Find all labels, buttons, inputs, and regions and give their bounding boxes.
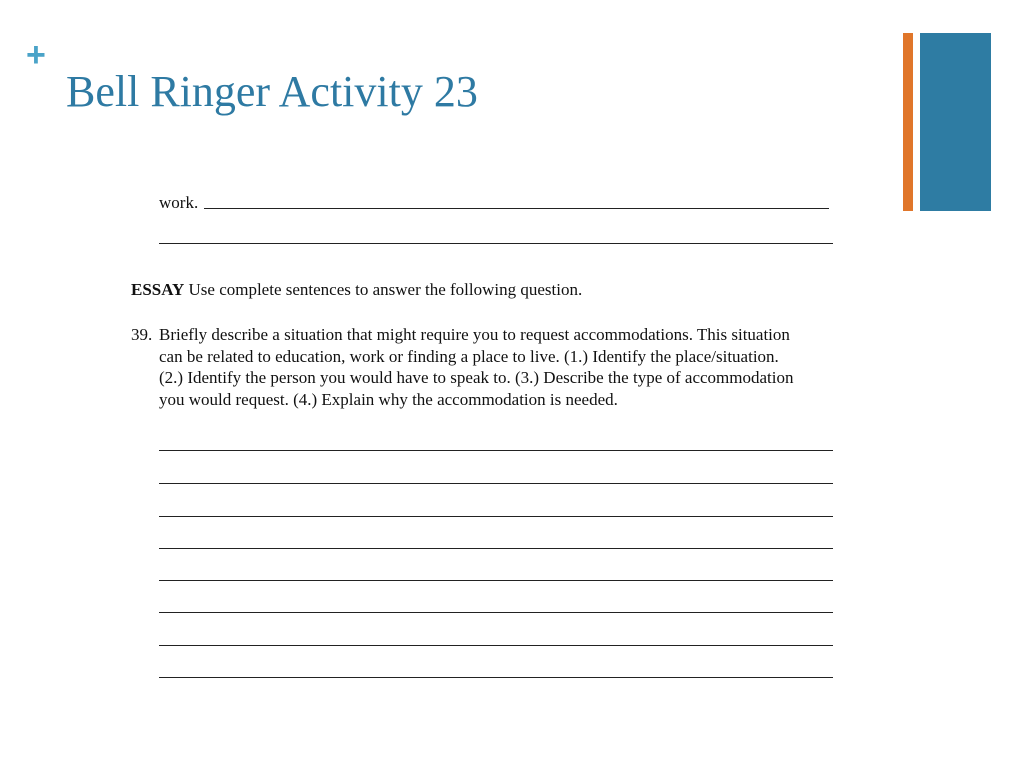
answer-rule [159,645,833,646]
question-line: can be related to education, work or finding a place to live. (1.) Identify the place/situation. [159,346,779,366]
answer-rule [159,548,833,549]
question-line: (2.) Identify the person you would have to speak to. (3.) Describe the type of accommodation [159,368,794,387]
answer-rule [159,243,833,244]
essay-instructions [131,280,582,300]
essay-heading: ESSAY [131,280,185,299]
question-line: Briefly describe a situation that might require you to request accommodations. This situation [159,325,790,344]
answer-rule [159,483,833,484]
answer-rule [204,208,829,209]
answer-rule [159,580,833,581]
work-label: work. [159,193,199,212]
question-number: 39. [131,325,153,344]
answer-rule [159,612,833,613]
question-text [159,324,839,410]
plus-icon: + [26,36,46,74]
slide-title: Bell Ringer Activity 23 [66,67,478,116]
answer-rule [159,450,833,451]
answer-rule [159,677,833,678]
essay-instruction-text: Use complete sentences to answer the following question. [188,280,583,299]
answer-rule [159,516,833,517]
question-line: you would request. (4.) Explain why the accommodation is needed. [159,389,618,409]
work-answer-line [159,193,829,213]
